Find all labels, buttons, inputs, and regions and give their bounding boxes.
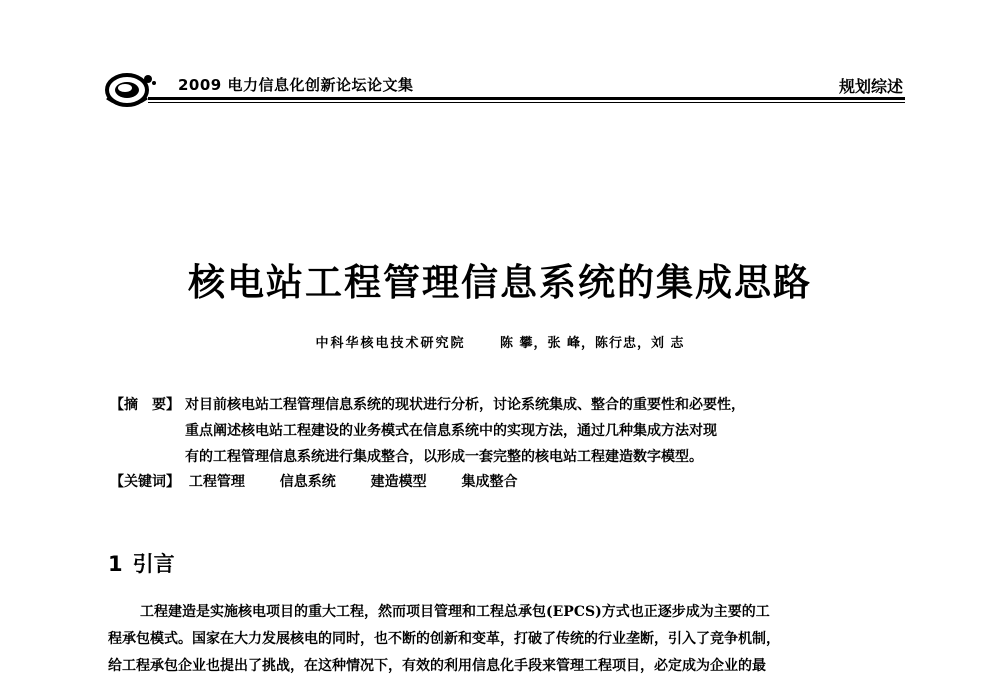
abstract-line: 对目前核电站工程管理信息系统的现状进行分析，讨论系统集成、整合的重要性和必要性， [185, 397, 745, 413]
author-line [0, 332, 1000, 351]
keyword: 工程管理 [188, 474, 245, 490]
keyword: 信息系统 [279, 474, 336, 490]
abstract-line: 有的工程管理信息系统进行集成整合，以形成一套完整的核电站工程建造数字模型。 [185, 449, 703, 465]
conference-logo-icon [103, 66, 159, 110]
keyword: 集成整合 [461, 474, 518, 490]
section-heading [108, 548, 175, 578]
header-rule-thin [148, 102, 905, 103]
paper-title: 核电站工程管理信息系统的集成思路 [188, 261, 812, 304]
section-title: 引言 [132, 552, 175, 576]
body-paragraph-line: 工程建造是实施核电项目的重大工程，然而项目管理和工程总承包(EPCS)方式也正逐步成为主要的工 [140, 604, 770, 620]
section-number: 1 [108, 552, 123, 576]
section-category: 规划综述 [838, 77, 903, 96]
abstract-line: 重点阐述核电站工程建设的业务模式在信息系统中的实现方法，通过几种集成方法对现 [185, 423, 717, 439]
body-paragraph-line: 给工程承包企业也提出了挑战，在这种情况下，有效的利用信息化手段来管理工程项目，必定成为企业的最 [108, 658, 766, 674]
header-rule-thick [148, 97, 905, 100]
abstract-label: 【摘 要】 [110, 397, 180, 413]
journal-title: 2009 电力信息化创新论坛论文集 [178, 76, 414, 94]
keyword: 建造模型 [370, 474, 427, 490]
author-names: 陈 攀，张 峰，陈行忠，刘 志 [499, 336, 685, 351]
institution: 中科华核电技术研究院 [315, 336, 466, 351]
keywords-label: 【关键词】 [110, 474, 180, 490]
keywords-row [110, 471, 548, 491]
body-paragraph-line: 程承包模式。国家在大力发展核电的同时，也不断的创新和变革，打破了传统的行业垄断，引入了竞争机制， [108, 631, 780, 647]
